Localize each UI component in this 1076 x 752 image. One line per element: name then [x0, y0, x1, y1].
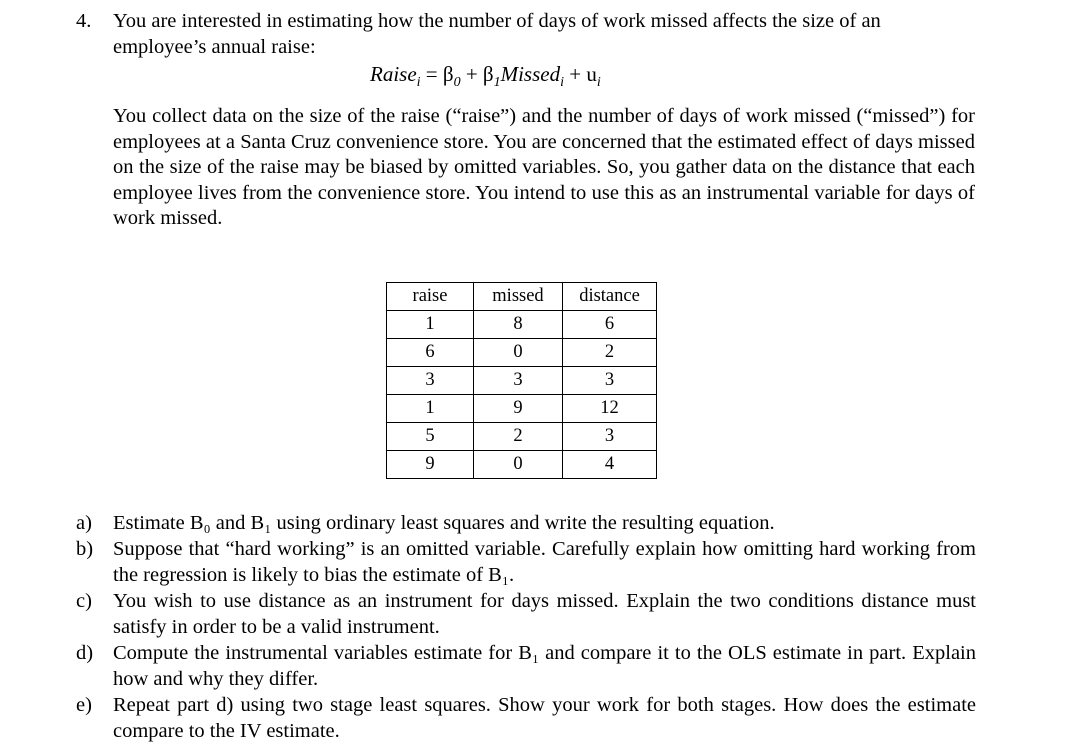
question-paragraph: You collect data on the size of the raise (“raise”) and the number of days of work missed (“missed”) for employees at a Santa Cruz convenience store. You are concerned that the estimated effect of days missed on the size of the raise may be biased by omitted variables. So, you gather data on the distance that each employee lives from the convenience store. You intend to use this as an instrumental variable for days of work missed. — [113, 105, 975, 229]
equation-sub-i-2: i — [560, 75, 564, 91]
equation-sub-0: 0 — [453, 75, 461, 91]
question-intro: You are interested in estimating how the number of days of work missed affects the size of an employee’s annual raise: — [113, 10, 881, 58]
question-number: 4. — [76, 10, 92, 32]
equation-lhs: Raise — [370, 62, 417, 86]
table-row — [387, 423, 657, 451]
cell-distance: 2 — [563, 339, 657, 367]
header-missed: missed — [474, 283, 563, 311]
cell-missed: 0 — [474, 451, 563, 479]
cell-distance: 4 — [563, 451, 657, 479]
header-distance: distance — [563, 283, 657, 311]
table-row — [387, 367, 657, 395]
data-table — [386, 282, 657, 479]
cell-missed: 0 — [474, 339, 563, 367]
table-row — [387, 339, 657, 367]
cell-raise: 9 — [387, 451, 474, 479]
part-a — [76, 510, 976, 536]
part-e — [76, 692, 976, 744]
part-b — [76, 536, 976, 588]
cell-raise: 6 — [387, 339, 474, 367]
table-row — [387, 451, 657, 479]
cell-distance: 3 — [563, 367, 657, 395]
equation-equals-beta0: = β — [420, 62, 454, 86]
part-letter: e) — [76, 694, 92, 716]
header-raise: raise — [387, 283, 474, 311]
equation-missed: Missed — [500, 62, 561, 86]
cell-distance: 12 — [563, 395, 657, 423]
equation-sub-1: 1 — [493, 75, 501, 91]
part-letter: b) — [76, 538, 94, 560]
table-row — [387, 395, 657, 423]
equation-sub-i: i — [416, 75, 421, 91]
cell-raise: 5 — [387, 423, 474, 451]
part-letter: c) — [76, 590, 92, 612]
part-letter: a) — [76, 512, 92, 534]
cell-missed: 3 — [474, 367, 563, 395]
equation-plus-u: + u — [564, 62, 597, 86]
cell-distance: 3 — [563, 423, 657, 451]
cell-raise: 3 — [387, 367, 474, 395]
cell-raise: 1 — [387, 311, 474, 339]
equation-plus-beta1: + β — [460, 62, 494, 86]
table-row — [387, 311, 657, 339]
cell-distance: 6 — [563, 311, 657, 339]
part-text: Estimate B₀ and B₁ using ordinary least squares and write the resulting equation. — [113, 512, 775, 534]
part-text: Compute the instrumental variables estimate for B₁ and compare it to the OLS estimate in part. Explain how and why they differ. — [113, 642, 976, 690]
table-header-row — [387, 283, 657, 311]
cell-missed: 9 — [474, 395, 563, 423]
part-c — [76, 588, 976, 640]
part-d — [76, 640, 976, 692]
part-text: Repeat part d) using two stage least squares. Show your work for both stages. How does the estimate compare to the IV estimate. — [113, 694, 976, 742]
cell-missed: 2 — [474, 423, 563, 451]
cell-raise: 1 — [387, 395, 474, 423]
question-parts — [76, 510, 976, 744]
cell-missed: 8 — [474, 311, 563, 339]
equation-sub-i-3: i — [596, 75, 601, 91]
part-text: Suppose that “hard working” is an omitted variable. Carefully explain how omitting hard working from the regression is likely to bias the estimate of B₁. — [113, 538, 976, 586]
part-letter: d) — [76, 642, 94, 664]
part-text: You wish to use distance as an instrument for days missed. Explain the two conditions distance must satisfy in order to be a valid instrument. — [113, 590, 976, 638]
